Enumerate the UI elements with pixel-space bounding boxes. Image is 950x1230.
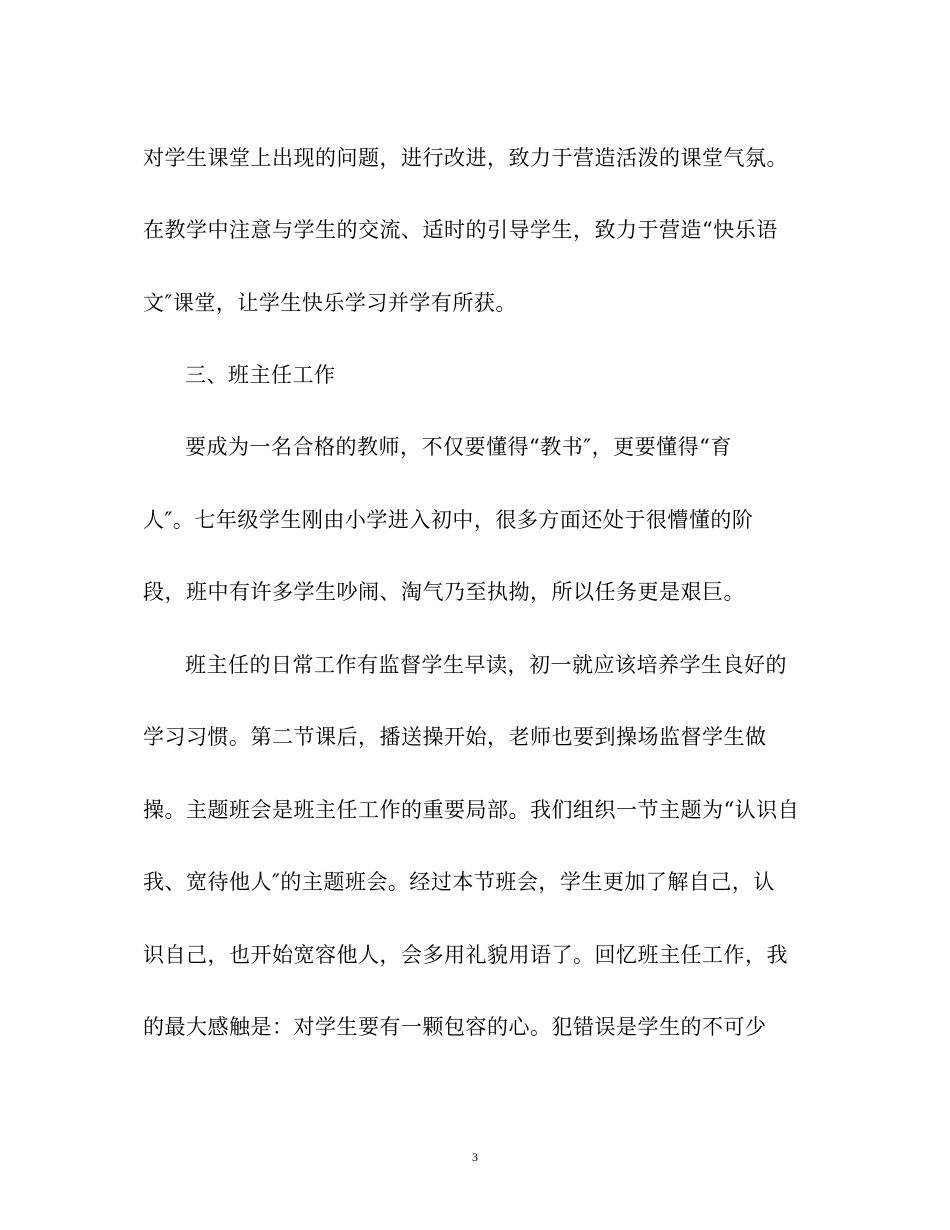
body-text-line: 段，班中有许多学生吵闹、淘气乃至执拗，所以任务更是艰巨。 bbox=[143, 580, 745, 604]
body-text-line: 人″。七年级学生刚由小学进入初中，很多方面还处于很懵懂的阶 bbox=[143, 508, 754, 532]
paragraph-first-line: 要成为一名合格的教师，不仅要懂得“教书″，更要懂得“育 bbox=[185, 435, 732, 459]
body-text-line: 我、宽待他人″的主题班会。经过本节班会，学生更加了解自己，认 bbox=[143, 870, 775, 894]
page-number: 3 bbox=[472, 1150, 478, 1164]
body-text-line: 的最大感触是：对学生要有一颗包容的心。犯错误是学生的不可少 bbox=[143, 1015, 767, 1039]
section-heading: 三、班主任工作 bbox=[185, 363, 336, 387]
body-text-line: 操。主题班会是班主任工作的重要局部。我们组织一节主题为“认识自 bbox=[143, 798, 800, 822]
body-text-line: 识自己，也开始宽容他人，会多用礼貌用语了。回忆班主任工作，我 bbox=[143, 943, 788, 967]
paragraph-first-line: 班主任的日常工作有监督学生早读，初一就应该培养学生良好的 bbox=[185, 653, 787, 677]
body-text-line: 学习习惯。第二节课后，播送操开始，老师也要到操场监督学生做 bbox=[143, 725, 767, 749]
body-text-line: 文″课堂，让学生快乐学习并学有所获。 bbox=[143, 291, 517, 315]
body-text-line: 在教学中注意与学生的交流、适时的引导学生，致力于营造“快乐语 bbox=[143, 218, 778, 242]
body-text-line: 对学生课堂上出现的问题，进行改进，致力于营造活泼的课堂气氛。 bbox=[143, 146, 788, 170]
